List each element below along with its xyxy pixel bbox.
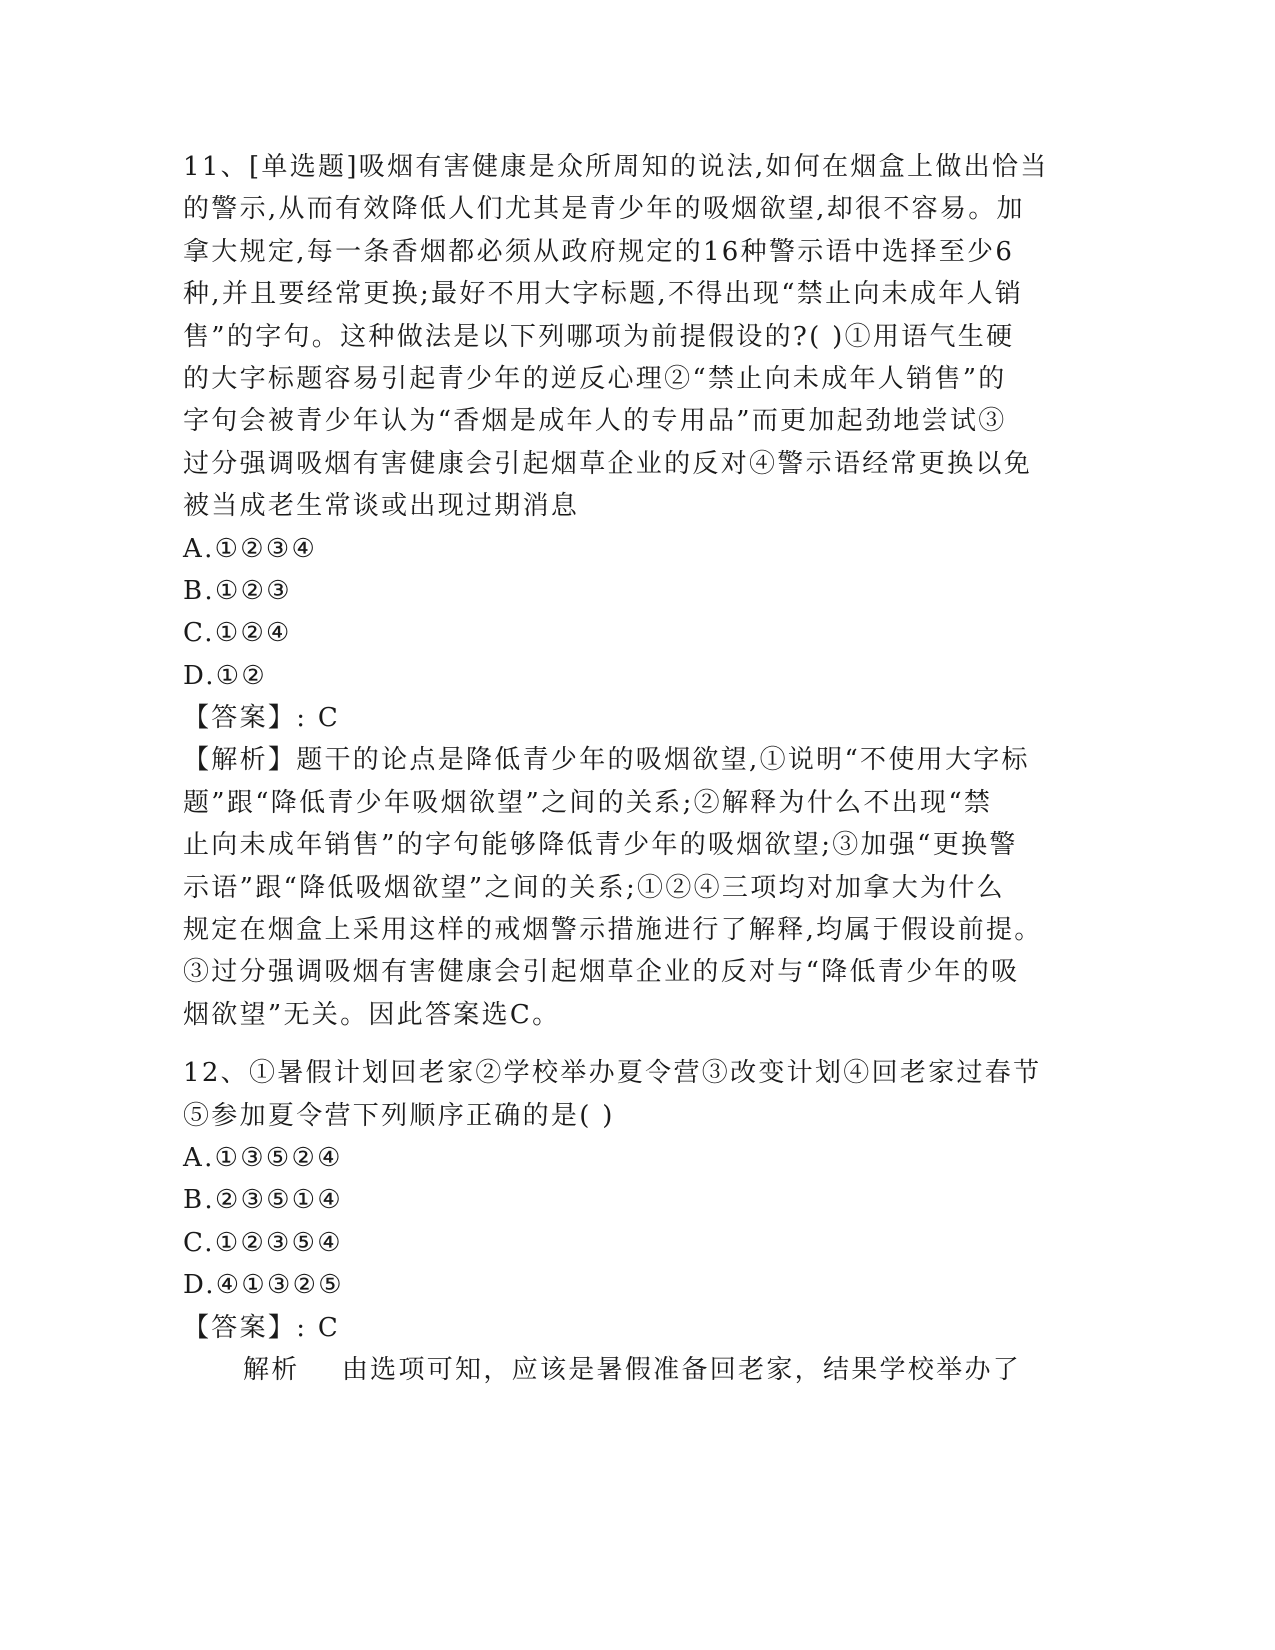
document-page — [183, 146, 1083, 1391]
analysis-line: 烟欲望”无关。因此答案选C。 — [183, 999, 561, 1030]
question-11-options — [183, 528, 1083, 698]
question-12 — [183, 1052, 1083, 1391]
question-11 — [183, 146, 1083, 1036]
question-11-stem — [183, 146, 1083, 528]
option-d: D.④①③②⑤ — [183, 1270, 344, 1301]
option-c: C.①②④ — [183, 618, 292, 649]
question-11-answer: 【答案】: C — [183, 703, 341, 734]
stem-line: 过分强调吸烟有害健康会引起烟草企业的反对④警示语经常更换以免 — [183, 448, 1033, 479]
stem-line: 的警示,从而有效降低人们尤其是青少年的吸烟欲望,却很不容易。加 — [183, 194, 1025, 225]
option-a: A.①③⑤②④ — [183, 1142, 343, 1173]
stem-line: ⑤参加夏令营下列顺序正确的是( ) — [183, 1100, 615, 1131]
option-c: C.①②③⑤④ — [183, 1227, 343, 1258]
analysis-line: 示语”跟“降低吸烟欲望”之间的关系;①②④三项均对加拿大为什么 — [183, 872, 1005, 903]
question-12-options — [183, 1137, 1083, 1307]
stem-line: 种,并且要经常更换;最好不用大字标题,不得出现“禁止向未成年人销 — [183, 279, 1024, 310]
question-11-analysis — [183, 739, 1083, 1036]
analysis-line: 【解析】题干的论点是降低青少年的吸烟欲望,①说明“不使用大字标 — [183, 745, 1030, 776]
stem-line: 11、[单选题]吸烟有害健康是众所周知的说法,如何在烟盒上做出恰当 — [183, 152, 1049, 182]
stem-line: 字句会被青少年认为“香烟是成年人的专用品”而更加起劲地尝试③ — [183, 406, 1007, 437]
option-a: A.①②③④ — [183, 533, 318, 564]
option-d: D.①② — [183, 660, 268, 691]
option-b: B.①②③ — [183, 575, 292, 606]
question-12-answer: 【答案】: C — [183, 1312, 341, 1343]
question-12-analysis: 解析 由选项可知，应该是暑假准备回老家，结果学校举办了 — [243, 1354, 1022, 1385]
analysis-line: 题”跟“降低青少年吸烟欲望”之间的关系;②解释为什么不出现“禁 — [183, 787, 993, 818]
question-12-stem — [183, 1052, 1083, 1137]
analysis-line: 止向未成年销售”的字句能够降低青少年的吸烟欲望;③加强“更换警 — [183, 830, 1018, 861]
stem-line: 被当成老生常谈或出现过期消息 — [183, 491, 580, 522]
analysis-line: ③过分强调吸烟有害健康会引起烟草企业的反对与“降低青少年的吸 — [183, 957, 1020, 988]
stem-line: 售”的字句。这种做法是以下列哪项为前提假设的?( )①用语气生硬 — [183, 321, 1015, 352]
stem-line: 拿大规定,每一条香烟都必须从政府规定的16种警示语中选择至少6 — [183, 236, 1015, 267]
analysis-line: 规定在烟盒上采用这样的戒烟警示措施进行了解释,均属于假设前提。 — [183, 915, 1043, 946]
stem-line: 的大字标题容易引起青少年的逆反心理②“禁止向未成年人销售”的 — [183, 363, 1007, 394]
option-b: B.②③⑤①④ — [183, 1185, 344, 1216]
stem-line: 12、①暑假计划回老家②学校举办夏令营③改变计划④回老家过春节 — [183, 1058, 1042, 1089]
